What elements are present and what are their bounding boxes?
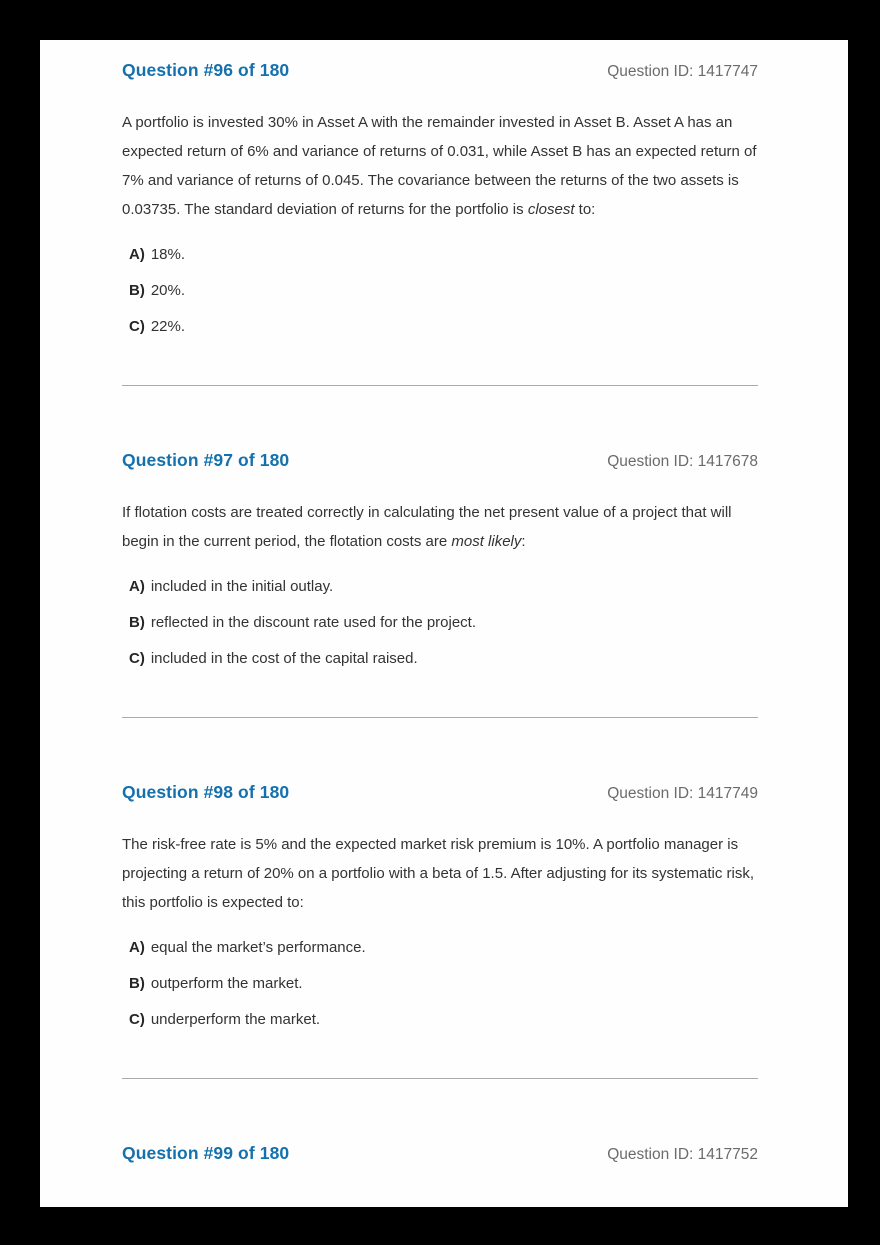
question-divider <box>122 717 758 718</box>
question-paper-card <box>40 40 848 1207</box>
option-text: equal the market’s performance. <box>150 939 366 956</box>
answer-option-c <box>129 644 758 673</box>
option-text: included in the initial outlay. <box>150 578 334 595</box>
body-segment: : <box>521 533 526 550</box>
body-segment: to: <box>574 201 596 218</box>
answer-options <box>122 572 758 673</box>
question-section-97 <box>122 448 758 718</box>
answer-option-c <box>129 1005 758 1034</box>
question-id: Question ID: 1417749 <box>607 785 758 802</box>
option-text: included in the cost of the capital raised. <box>150 650 418 667</box>
option-text: reflected in the discount rate used for the project. <box>150 614 477 631</box>
question-header <box>122 448 758 474</box>
option-letter: C) <box>129 1011 145 1028</box>
question-section-98 <box>122 780 758 1079</box>
answer-option-b <box>129 608 758 637</box>
question-header <box>122 1141 758 1167</box>
question-header <box>122 780 758 806</box>
answer-options <box>122 933 758 1034</box>
body-segment: The risk-free rate is 5% and the expected market risk premium is 10%. A portfolio manager is projecting a return of 20% on a portfolio with a beta of 1.5. After adjusting for its systematic risk, this portfolio is expected to: <box>122 836 754 911</box>
option-letter: A) <box>129 246 145 263</box>
question-body <box>122 108 758 224</box>
body-segment-italic: closest <box>527 201 575 218</box>
question-divider <box>122 385 758 386</box>
body-segment: If flotation costs are treated correctly in calculating the net present value of a project that will begin in the current period, the flotation costs are <box>122 504 732 550</box>
question-title: Question #99 of 180 <box>122 1143 290 1163</box>
body-segment-italic: most likely <box>451 533 522 550</box>
option-text: underperform the market. <box>150 1011 321 1028</box>
answer-option-b <box>129 969 758 998</box>
question-header <box>122 58 758 84</box>
question-section-96 <box>122 58 758 386</box>
question-body <box>122 498 758 556</box>
option-letter: A) <box>129 578 145 595</box>
option-letter: C) <box>129 318 145 335</box>
answer-option-a <box>129 572 758 601</box>
body-segment: A portfolio is invested 30% in Asset A with the remainder invested in Asset B. Asset A has an expected return of 6% and variance of returns of 0.031, while Asset B has an expected return of 7% and variance of returns of 0.045. The covariance between the returns of the two assets is 0.03735. The standard deviation of returns for the portfolio is <box>122 114 757 218</box>
answer-option-a <box>129 240 758 269</box>
answer-options <box>122 240 758 341</box>
option-letter: B) <box>129 614 145 631</box>
option-letter: A) <box>129 939 145 956</box>
question-id: Question ID: 1417678 <box>607 453 758 470</box>
question-id: Question ID: 1417747 <box>607 63 758 80</box>
question-divider <box>122 1078 758 1079</box>
answer-option-b <box>129 276 758 305</box>
question-body <box>122 830 758 917</box>
answer-option-c <box>129 312 758 341</box>
option-text: outperform the market. <box>150 975 303 992</box>
option-text: 22%. <box>150 318 186 335</box>
question-title: Question #98 of 180 <box>122 782 290 802</box>
answer-option-a <box>129 933 758 962</box>
option-letter: B) <box>129 282 145 299</box>
option-letter: C) <box>129 650 145 667</box>
question-title: Question #97 of 180 <box>122 450 290 470</box>
option-letter: B) <box>129 975 145 992</box>
option-text: 20%. <box>150 282 186 299</box>
question-id: Question ID: 1417752 <box>607 1146 758 1163</box>
option-text: 18%. <box>150 246 186 263</box>
question-title: Question #96 of 180 <box>122 60 290 80</box>
question-section-99 <box>122 1141 758 1167</box>
